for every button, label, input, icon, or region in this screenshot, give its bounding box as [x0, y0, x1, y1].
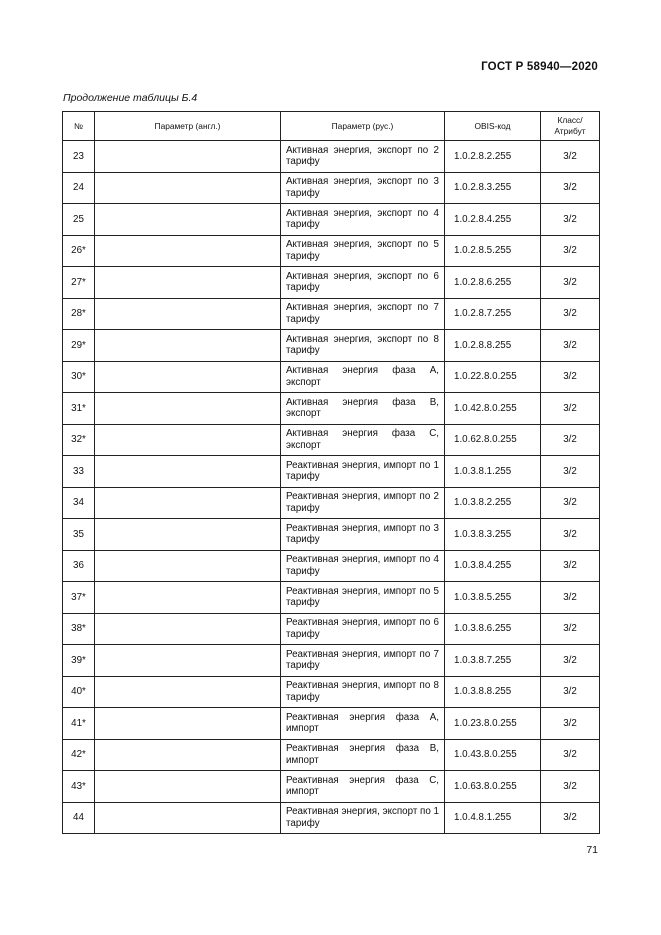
- table-row: [63, 613, 600, 645]
- cell-class: 3/2: [541, 204, 600, 236]
- cell-class: 3/2: [541, 393, 600, 425]
- column-header-obis: OBIS-код: [445, 112, 541, 141]
- column-header-class-line2: Атрибут: [554, 126, 586, 136]
- cell-class: 3/2: [541, 613, 600, 645]
- cell-param-ru: Реактивная энергия, импорт по 3 тарифу: [281, 519, 445, 551]
- column-header-class: [541, 112, 600, 141]
- cell-param-en: [95, 456, 281, 488]
- cell-class: 3/2: [541, 267, 600, 299]
- cell-class: 3/2: [541, 298, 600, 330]
- cell-class: 3/2: [541, 519, 600, 551]
- cell-num: 27*: [63, 267, 95, 299]
- cell-obis: 1.0.2.8.8.255: [445, 330, 541, 362]
- cell-obis: 1.0.23.8.0.255: [445, 708, 541, 740]
- cell-param-ru: Реактивная энергия, экспорт по 1 тарифу: [281, 802, 445, 834]
- cell-obis: 1.0.2.8.5.255: [445, 235, 541, 267]
- cell-param-ru: Активная энергия, экспорт по 6 тарифу: [281, 267, 445, 299]
- cell-class: 3/2: [541, 424, 600, 456]
- cell-num: 41*: [63, 708, 95, 740]
- cell-param-ru: Активная энергия фаза А, экспорт: [281, 361, 445, 393]
- table-header-row: [63, 112, 600, 141]
- cell-param-ru: Реактивная энергия, импорт по 4 тарифу: [281, 550, 445, 582]
- cell-obis: 1.0.62.8.0.255: [445, 424, 541, 456]
- cell-param-en: [95, 393, 281, 425]
- cell-param-ru: Активная энергия, экспорт по 7 тарифу: [281, 298, 445, 330]
- cell-obis: 1.0.42.8.0.255: [445, 393, 541, 425]
- cell-num: 40*: [63, 676, 95, 708]
- cell-num: 24: [63, 172, 95, 204]
- cell-num: 26*: [63, 235, 95, 267]
- cell-num: 43*: [63, 771, 95, 803]
- cell-param-ru: Реактивная энергия, импорт по 7 тарифу: [281, 645, 445, 677]
- cell-param-en: [95, 361, 281, 393]
- cell-num: 42*: [63, 739, 95, 771]
- cell-obis: 1.0.3.8.4.255: [445, 550, 541, 582]
- cell-num: 39*: [63, 645, 95, 677]
- cell-class: 3/2: [541, 676, 600, 708]
- page-number: 71: [586, 844, 598, 856]
- cell-obis: 1.0.3.8.2.255: [445, 487, 541, 519]
- cell-class: 3/2: [541, 550, 600, 582]
- column-header-param-en: Параметр (англ.): [95, 112, 281, 141]
- table-row: [63, 645, 600, 677]
- cell-num: 35: [63, 519, 95, 551]
- cell-num: 34: [63, 487, 95, 519]
- cell-param-en: [95, 645, 281, 677]
- cell-obis: 1.0.3.8.1.255: [445, 456, 541, 488]
- cell-param-en: [95, 424, 281, 456]
- cell-param-en: [95, 204, 281, 236]
- cell-param-en: [95, 519, 281, 551]
- cell-class: 3/2: [541, 739, 600, 771]
- cell-class: 3/2: [541, 172, 600, 204]
- cell-param-en: [95, 487, 281, 519]
- cell-param-en: [95, 550, 281, 582]
- cell-param-ru: Реактивная энергия фаза А, импорт: [281, 708, 445, 740]
- cell-obis: 1.0.43.8.0.255: [445, 739, 541, 771]
- cell-obis: 1.0.3.8.8.255: [445, 676, 541, 708]
- cell-param-en: [95, 172, 281, 204]
- table-row: [63, 550, 600, 582]
- table-row: [63, 456, 600, 488]
- cell-obis: 1.0.2.8.4.255: [445, 204, 541, 236]
- table-row: [63, 739, 600, 771]
- cell-param-en: [95, 613, 281, 645]
- cell-class: 3/2: [541, 708, 600, 740]
- cell-class: 3/2: [541, 771, 600, 803]
- table-caption: Продолжение таблицы Б.4: [63, 92, 198, 104]
- cell-obis: 1.0.2.8.3.255: [445, 172, 541, 204]
- table-row: [63, 708, 600, 740]
- cell-class: 3/2: [541, 582, 600, 614]
- cell-obis: 1.0.63.8.0.255: [445, 771, 541, 803]
- cell-class: 3/2: [541, 645, 600, 677]
- table-row: [63, 519, 600, 551]
- cell-param-en: [95, 739, 281, 771]
- column-header-class-line1: Класс/: [557, 115, 583, 125]
- table-row: [63, 424, 600, 456]
- cell-obis: 1.0.3.8.7.255: [445, 645, 541, 677]
- cell-obis: 1.0.3.8.6.255: [445, 613, 541, 645]
- table-row: [63, 487, 600, 519]
- cell-num: 29*: [63, 330, 95, 362]
- table-row: [63, 204, 600, 236]
- cell-param-en: [95, 582, 281, 614]
- cell-class: 3/2: [541, 456, 600, 488]
- cell-param-ru: Реактивная энергия фаза С, импорт: [281, 771, 445, 803]
- cell-param-ru: Активная энергия, экспорт по 5 тарифу: [281, 235, 445, 267]
- cell-param-ru: Реактивная энергия, импорт по 2 тарифу: [281, 487, 445, 519]
- cell-param-ru: Активная энергия, экспорт по 3 тарифу: [281, 172, 445, 204]
- table-row: [63, 141, 600, 173]
- cell-num: 25: [63, 204, 95, 236]
- cell-num: 30*: [63, 361, 95, 393]
- cell-param-en: [95, 802, 281, 834]
- cell-param-ru: Реактивная энергия фаза В, импорт: [281, 739, 445, 771]
- cell-obis: 1.0.2.8.2.255: [445, 141, 541, 173]
- table-row: [63, 361, 600, 393]
- cell-param-ru: Реактивная энергия, импорт по 8 тарифу: [281, 676, 445, 708]
- cell-param-ru: Реактивная энергия, импорт по 6 тарифу: [281, 613, 445, 645]
- table-row: [63, 298, 600, 330]
- cell-param-ru: Активная энергия, экспорт по 4 тарифу: [281, 204, 445, 236]
- table-row: [63, 771, 600, 803]
- cell-class: 3/2: [541, 802, 600, 834]
- document-header: ГОСТ Р 58940—2020: [481, 61, 598, 73]
- cell-num: 38*: [63, 613, 95, 645]
- cell-num: 23: [63, 141, 95, 173]
- cell-param-ru: Активная энергия, экспорт по 8 тарифу: [281, 330, 445, 362]
- parameters-table: [62, 111, 600, 834]
- cell-param-en: [95, 141, 281, 173]
- cell-obis: 1.0.3.8.3.255: [445, 519, 541, 551]
- table-row: [63, 172, 600, 204]
- cell-class: 3/2: [541, 235, 600, 267]
- table-row: [63, 330, 600, 362]
- cell-param-en: [95, 298, 281, 330]
- cell-param-en: [95, 235, 281, 267]
- cell-obis: 1.0.4.8.1.255: [445, 802, 541, 834]
- cell-obis: 1.0.2.8.6.255: [445, 267, 541, 299]
- cell-param-ru: Реактивная энергия, импорт по 5 тарифу: [281, 582, 445, 614]
- column-header-param-ru: Параметр (рус.): [281, 112, 445, 141]
- cell-param-ru: Реактивная энергия, импорт по 1 тарифу: [281, 456, 445, 488]
- cell-param-en: [95, 708, 281, 740]
- cell-obis: 1.0.2.8.7.255: [445, 298, 541, 330]
- cell-param-en: [95, 267, 281, 299]
- cell-num: 44: [63, 802, 95, 834]
- cell-num: 28*: [63, 298, 95, 330]
- cell-class: 3/2: [541, 141, 600, 173]
- table-row: [63, 582, 600, 614]
- cell-param-en: [95, 676, 281, 708]
- table-row: [63, 676, 600, 708]
- table-row: [63, 393, 600, 425]
- cell-param-ru: Активная энергия фаза С, экспорт: [281, 424, 445, 456]
- cell-class: 3/2: [541, 330, 600, 362]
- cell-obis: 1.0.22.8.0.255: [445, 361, 541, 393]
- table-row: [63, 235, 600, 267]
- cell-class: 3/2: [541, 361, 600, 393]
- cell-obis: 1.0.3.8.5.255: [445, 582, 541, 614]
- cell-param-ru: Активная энергия фаза В, экспорт: [281, 393, 445, 425]
- cell-param-ru: Активная энергия, экспорт по 2 тарифу: [281, 141, 445, 173]
- cell-param-en: [95, 330, 281, 362]
- cell-num: 33: [63, 456, 95, 488]
- cell-num: 31*: [63, 393, 95, 425]
- table-row: [63, 802, 600, 834]
- cell-num: 36: [63, 550, 95, 582]
- cell-num: 37*: [63, 582, 95, 614]
- cell-num: 32*: [63, 424, 95, 456]
- table-row: [63, 267, 600, 299]
- cell-class: 3/2: [541, 487, 600, 519]
- column-header-num: №: [63, 112, 95, 141]
- cell-param-en: [95, 771, 281, 803]
